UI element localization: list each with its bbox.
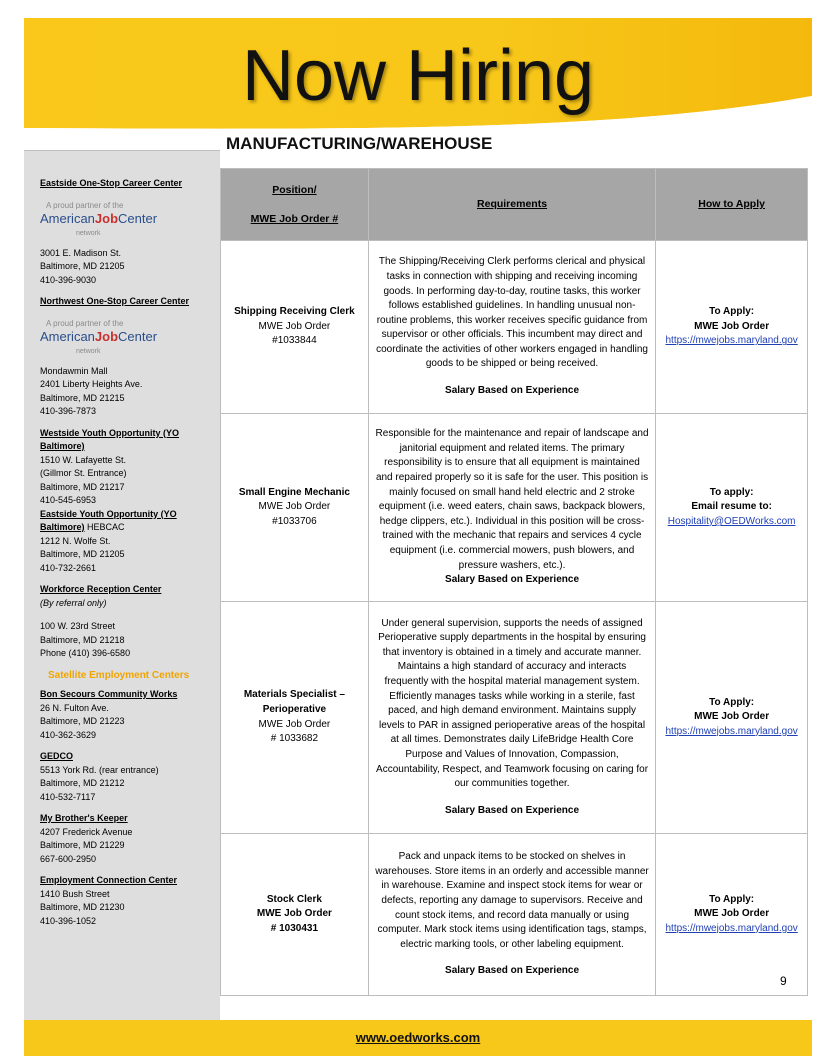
website-link[interactable]: www.oedworks.com — [355, 1030, 481, 1045]
ajc-brand-b: Job — [94, 210, 119, 226]
address-line: 5513 York Rd. (rear entrance) — [40, 764, 159, 775]
header-banner — [24, 18, 812, 146]
center-name: Eastside One-Stop Career Center — [40, 178, 183, 188]
apply-heading: To apply: — [709, 486, 754, 498]
salary-note: Salary Based on Experience — [445, 385, 580, 397]
address-line: 26 N. Fulton Ave. — [40, 702, 109, 713]
satellite-name: My Brother's Keeper — [40, 813, 128, 823]
table-header-row — [221, 169, 808, 241]
header-position — [221, 169, 369, 241]
address-line: 1212 N. Wolfe St. — [40, 535, 111, 546]
job-order-label: MWE Job Order — [256, 908, 332, 920]
satellite-name: Bon Secours Community Works — [40, 689, 178, 699]
address-line: Baltimore, MD 21218 — [40, 634, 125, 645]
position-cell — [221, 602, 369, 834]
address-line: Mondawmin Mall — [40, 365, 108, 376]
satellite-heading: Satellite Employment Centers — [48, 669, 190, 681]
position-title: Materials Specialist – Perioperative — [243, 689, 345, 715]
header-requirements: Requirements — [368, 169, 655, 241]
ajc-brand-c: Center — [118, 210, 158, 226]
position-title: Shipping Receiving Clerk — [234, 306, 355, 318]
position-cell — [221, 834, 369, 996]
position-title: Stock Clerk — [266, 893, 322, 905]
job-order-label: MWE Job Order — [258, 501, 331, 513]
salary-note: Salary Based on Experience — [445, 804, 580, 816]
apply-subheading: MWE Job Order — [694, 711, 770, 723]
ajc-partner-text: A proud partner of the — [46, 200, 124, 210]
phone-line: 410-732-2661 — [40, 562, 97, 573]
satellite-name: GEDCO — [40, 751, 74, 761]
address-line: Baltimore, MD 21205 — [40, 261, 125, 271]
apply-cell — [656, 834, 808, 996]
phone-line: Phone (410) 396-6580 — [40, 648, 131, 658]
job-order-label: MWE Job Order — [258, 320, 331, 332]
ajc-partner-text: A proud partner of the — [46, 318, 124, 328]
address-line: 100 W. 23rd Street — [40, 621, 116, 631]
header-position-a: Position/ — [272, 183, 317, 196]
satellite-name: Employment Connection Center — [40, 875, 178, 885]
sidebar — [24, 150, 220, 1020]
ajc-network: network — [76, 229, 101, 237]
requirements-cell — [368, 834, 655, 996]
phone-line: 667-600-2950 — [40, 853, 97, 864]
spacer — [40, 610, 220, 620]
apply-heading: To Apply: — [709, 696, 755, 708]
table-row — [221, 834, 808, 996]
phone-line: 410-362-3629 — [40, 729, 97, 740]
apply-subheading: MWE Job Order — [694, 320, 770, 332]
job-order-number: #1033706 — [272, 515, 317, 527]
address-line: Baltimore, MD 21229 — [40, 840, 125, 850]
apply-email-link[interactable]: Hospitality@OEDWorks.com — [667, 515, 796, 527]
salary-note: Salary Based on Experience — [445, 965, 580, 977]
table-row — [221, 241, 808, 414]
apply-subheading: MWE Job Order — [694, 908, 770, 920]
job-order-label: MWE Job Order — [258, 718, 331, 730]
address-line: 1510 W. Lafayette St. — [40, 454, 127, 465]
job-order-number: #1033844 — [272, 335, 317, 347]
banner-title: Now Hiring — [241, 36, 595, 116]
center-name: Workforce Reception Center — [40, 584, 162, 594]
section-title: MANUFACTURING/WAREHOUSE — [226, 134, 493, 153]
position-cell — [221, 241, 369, 414]
requirements-cell — [368, 414, 655, 602]
apply-link[interactable]: https://mwejobs.maryland.gov — [665, 335, 798, 347]
apply-subheading: Email resume to: — [691, 501, 772, 513]
address-line: Baltimore, MD 21223 — [40, 716, 125, 726]
ajc-brand — [40, 211, 157, 227]
apply-cell — [656, 414, 808, 602]
address-line: Baltimore, MD 21217 — [40, 481, 125, 492]
requirements-text: Responsible for the maintenance and repair of landscape and janitorial equipment and related items. The primary responsibility is to ensure that all equipment is maintained and repaired properly so it is safe for the user. This position is mainly focused on small hand held electric and 2 stroke equipment (i.e. weed eaters, chain saws, backpack blowers, hedge clippers, etc.). Individual in this position will be cross-trained with the mechanic that repairs and services 4 cycle equipment (i.e. commercial mowers, push blowers, and pressure washers, etc.). — [375, 428, 649, 571]
ajc-brand-c: Center — [118, 328, 158, 344]
requirements-text: Pack and unpack items to be stocked on shelves in warehouses. Store items in an orderly and accessible manner in warehouse. Examine and inspect stock items for wear or defects, reporting any damage to supervisors. Receive and count stock items, and record data manually or using computer. Mark stock items using identification tags, stamps, electric marking tools, or other labeling equipment. — [375, 851, 649, 950]
center-name: Northwest One-Stop Career Center — [40, 296, 190, 306]
apply-heading: To Apply: — [709, 893, 755, 905]
salary-note: Salary Based on Experience — [445, 574, 580, 586]
phone-line: 410-396-9030 — [40, 274, 97, 285]
address-line: Baltimore, MD 21212 — [40, 778, 125, 788]
address-line: 4207 Frederick Avenue — [40, 826, 133, 837]
footer-bar — [24, 1020, 812, 1056]
requirements-cell — [368, 241, 655, 414]
american-job-center-logo — [40, 199, 170, 241]
position-title: Small Engine Mechanic — [238, 486, 350, 498]
apply-cell — [656, 241, 808, 414]
ajc-brand-b: Job — [94, 328, 119, 344]
ajc-brand-a: American — [40, 328, 95, 344]
header-apply: How to Apply — [656, 169, 808, 241]
apply-cell — [656, 602, 808, 834]
american-job-center-logo — [40, 317, 170, 359]
center-name: Eastside Youth Opportunity (YO Baltimore) — [40, 508, 177, 532]
table-row — [221, 602, 808, 834]
address-line: Baltimore, MD 21230 — [40, 902, 125, 912]
position-cell — [221, 414, 369, 602]
requirements-text: Under general supervision, supports the needs of assigned Perioperative supply departments in the hospital by ensuring that inventory is obtained in a timely and accurate manner. Maintains a high standard of accuracy and interacts frequently with the hospital material management system. Efficiently manages tasks while working in a sterile, fast paced, and high demand environment. Maintains supply levels to PAR in assigned perioperative areas of the hospital at all times. Demonstrates daily LifeBridge Health Core Purpose and Values of Innovation, Compassion, Accountability, Respect, and Teamwork focusing on caring for our communities together. — [376, 617, 649, 790]
ajc-network: network — [76, 347, 101, 355]
requirements-text: The Shipping/Receiving Clerk performs clerical and physical tasks in connection with shipping and receiving incoming goods. In performing day-to-day, routine tasks, this worker follows established guidelines. In handling unusual non-routine problems, this worker receives specific guidance from supervisor or other officials. This incumbent may direct and coordinate the activities of other workers engaged in handling goods to be shipped or being received. — [376, 256, 648, 370]
ajc-brand — [40, 329, 157, 345]
header-position-b: MWE Job Order # — [250, 212, 339, 225]
job-order-number: # 1033682 — [270, 733, 319, 745]
job-order-number: # 1030431 — [270, 922, 319, 934]
requirements-cell — [368, 602, 655, 834]
apply-heading: To Apply: — [709, 306, 755, 318]
address-line: Baltimore, MD 21215 — [40, 392, 125, 403]
table-row — [221, 414, 808, 602]
ajc-brand-a: American — [40, 210, 95, 226]
phone-line: 410-396-7873 — [40, 406, 97, 416]
phone-line: 410-545-6953 — [40, 495, 97, 505]
center-note: (By referral only) — [40, 597, 107, 608]
center-name: Westside Youth Opportunity (YO Baltimore) — [40, 427, 180, 451]
address-line: 3001 E. Madison St. — [40, 247, 122, 258]
address-line: Baltimore, MD 21205 — [40, 549, 125, 559]
address-line: 2401 Liberty Heights Ave. — [40, 379, 143, 389]
page-number: 9 — [780, 974, 787, 988]
address-line: (Gillmor St. Entrance) — [40, 468, 127, 478]
apply-link[interactable]: https://mwejobs.maryland.gov — [665, 922, 798, 934]
address-line: 1410 Bush Street — [40, 888, 110, 899]
center-suffix: HEBCAC — [84, 522, 125, 532]
jobs-table — [220, 168, 808, 996]
phone-line: 410-396-1052 — [40, 915, 97, 926]
phone-line: 410-532-7117 — [40, 791, 96, 802]
apply-link[interactable]: https://mwejobs.maryland.gov — [665, 725, 798, 737]
